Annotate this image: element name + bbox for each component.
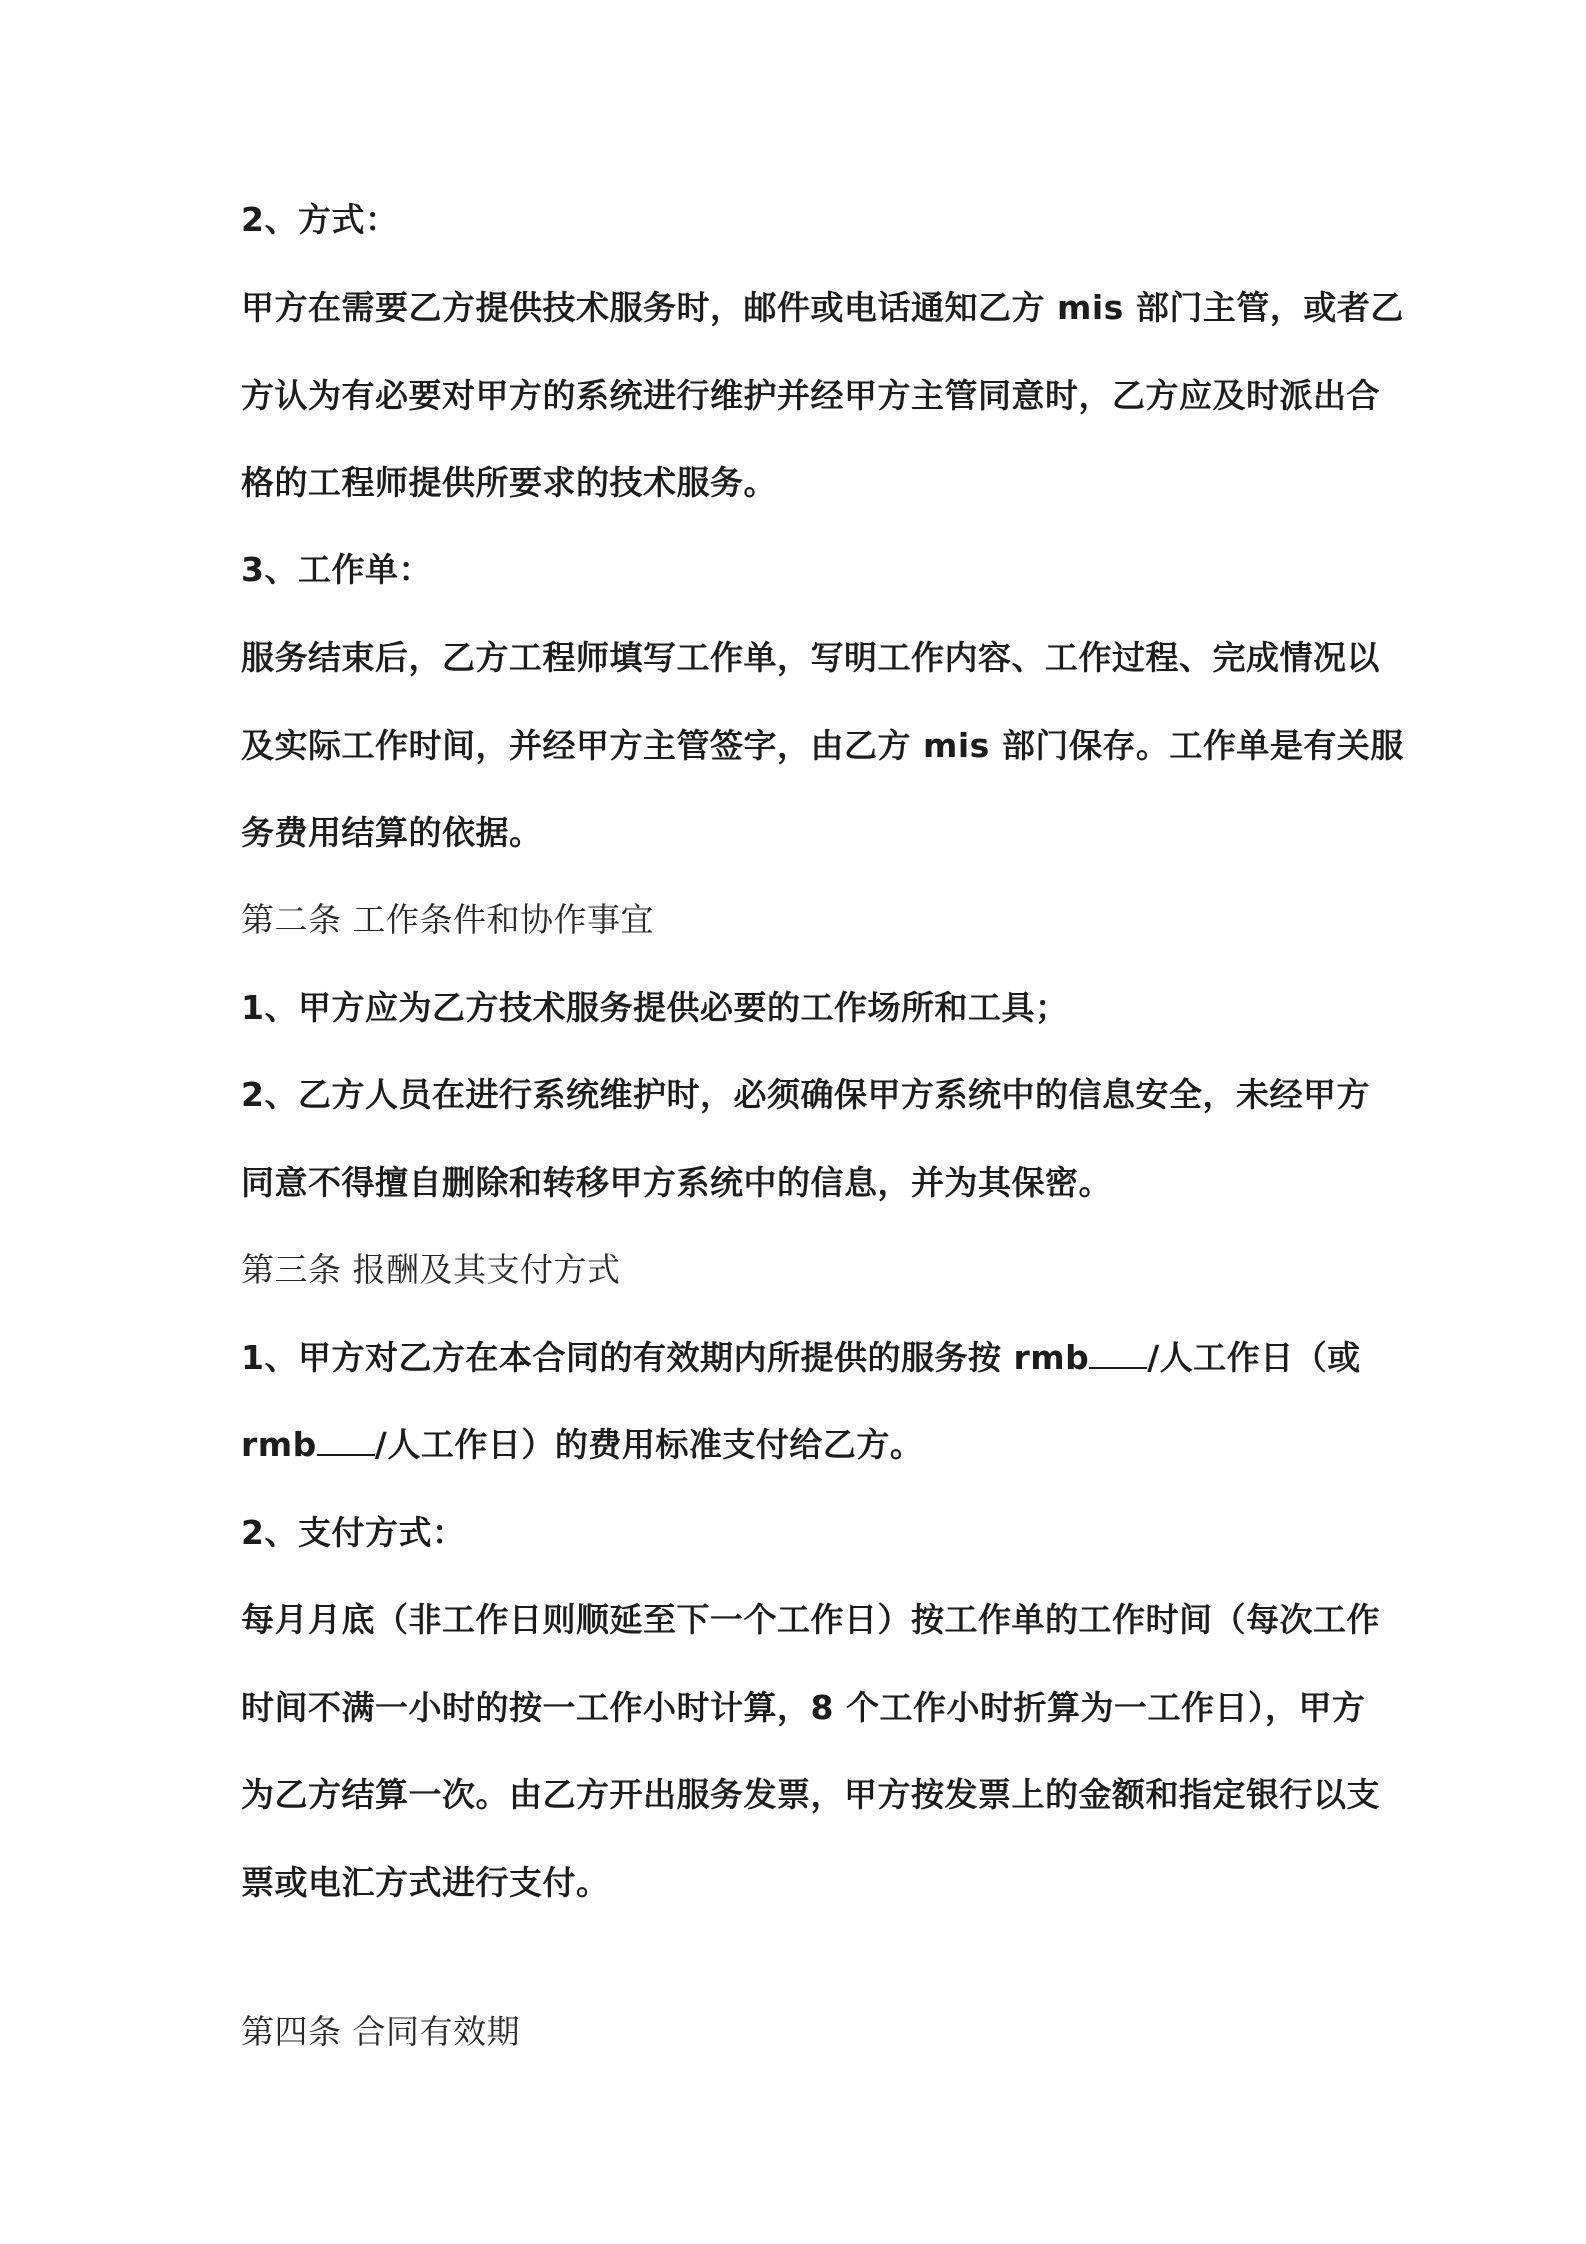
payment-rate-unit: /人工作日（或 [1147, 1338, 1361, 1377]
paragraph-line: 2、乙方人员在进行系统维护时，必须确保甲方系统中的信息安全，未经甲方 [241, 1075, 1370, 1114]
payment-rate-line-1 [241, 1336, 1361, 1380]
article-3-title: 第三条 报酬及其支付方式 [241, 1250, 621, 1289]
payment-rate-text: 1、甲方对乙方在本合同的有效期内所提供的服务按 rmb [241, 1338, 1090, 1377]
paragraph-line: 同意不得擅自删除和转移甲方系统中的信息，并为其保密。 [241, 1163, 1112, 1202]
clause-3-heading: 3、工作单： [241, 550, 432, 589]
paragraph-line: 务费用结算的依据。 [241, 813, 543, 852]
paragraph-line: 方认为有必要对甲方的系统进行维护并经甲方主管同意时，乙方应及时派出合 [241, 376, 1380, 415]
clause-2-heading: 2、方式： [241, 200, 399, 239]
paragraph-line: 1、甲方应为乙方技术服务提供必要的工作场所和工具； [241, 988, 1069, 1027]
rate-blank-field [317, 1424, 375, 1456]
payment-rate-unit: /人工作日）的费用标准支付给乙方。 [374, 1425, 924, 1464]
paragraph-line: 服务结束后，乙方工程师填写工作单，写明工作内容、工作过程、完成情况以 [241, 638, 1380, 677]
payment-rate-line-2 [241, 1423, 923, 1467]
rate-blank-field [1089, 1337, 1147, 1369]
payment-method-heading: 2、支付方式： [241, 1513, 466, 1552]
paragraph-line: 及实际工作时间，并经甲方主管签字，由乙方 mis 部门保存。工作单是有关服 [241, 726, 1404, 765]
paragraph-line: 格的工程师提供所要求的技术服务。 [241, 463, 777, 502]
payment-rate-text: rmb [241, 1425, 317, 1464]
article-2-title: 第二条 工作条件和协作事宜 [241, 900, 654, 939]
paragraph-line: 为乙方结算一次。由乙方开出服务发票，甲方按发票上的金额和指定银行以支 [241, 1775, 1380, 1814]
paragraph-line: 票或电汇方式进行支付。 [241, 1863, 610, 1902]
paragraph-line: 甲方在需要乙方提供技术服务时，邮件或电话通知乙方 mis 部门主管，或者乙 [241, 288, 1404, 327]
paragraph-line: 时间不满一小时的按一工作小时计算，8 个工作小时折算为一工作日），甲方 [241, 1688, 1366, 1727]
article-4-title: 第四条 合同有效期 [241, 2012, 520, 2051]
paragraph-line: 每月月底（非工作日则顺延至下一个工作日）按工作单的工作时间（每次工作 [241, 1600, 1380, 1639]
